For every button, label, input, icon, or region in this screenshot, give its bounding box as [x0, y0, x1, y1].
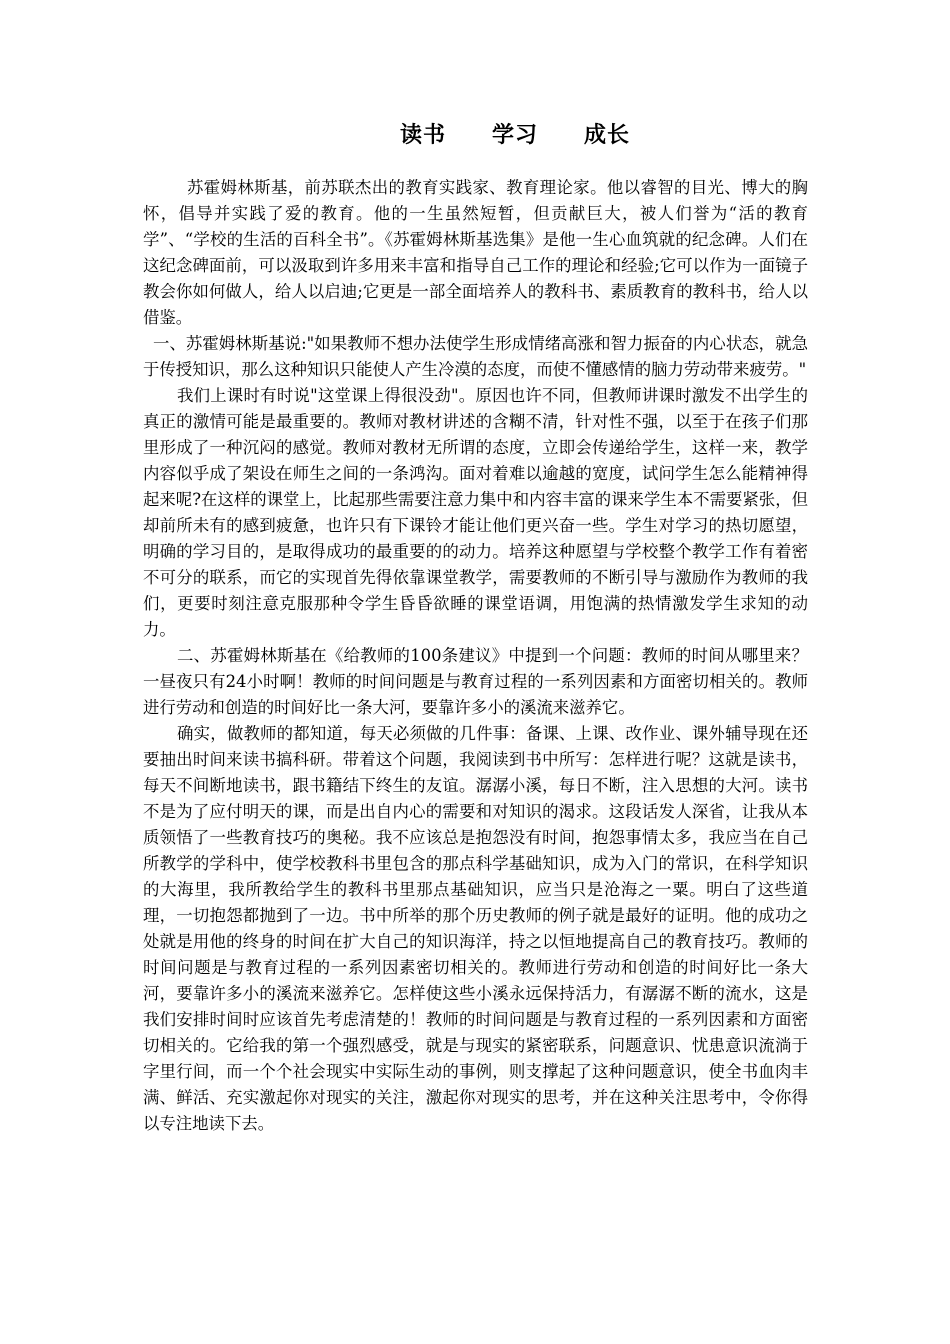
- article-body: [143, 175, 808, 1137]
- paragraph-class-energy: 我们上课时有时说"这堂课上得很没劲"。原因也许不同，但教师讲课时激发不出学生的真正的激情可能是最重要的。教师对教材讲述的含糊不清，针对性不强，以至于在孩子们那里形成了一种沉闷的感觉。教师对教材无所谓的态度，立即会传递给学生，这样一来，教学内容似乎成了架设在师生之间的一条鸿沟。面对着难以逾越的宽度，试问学生怎么能精神得起来呢?在这样的课堂上，比起那些需要注意力集中和内容丰富的课来学生本不需要紧张，但却前所未有的感到疲惫，也许只有下课铃才能让他们更兴奋一些。学生对学习的热切愿望，明确的学习目的，是取得成功的最重要的的动力。培养这种愿望与学校整个教学工作有着密不可分的联系，而它的实现首先得依靠课堂教学，需要教师的不断引导与激励作为教师的我们，更要时刻注意克服那种令学生昏昏欲睡的课堂语调，用饱满的热情激发学生求知的动力。: [143, 386, 808, 639]
- paragraph-point-two: 二、苏霍姆林斯基在《给教师的100条建议》中提到一个问题：教师的时间从哪里来？一昼夜只有24小时啊！教师的时间问题是与教育过程的一系列因素和方面密切相关的。教师进行劳动和创造的时间好比一条大河，要靠许多小的溪流来滋养它。: [143, 646, 808, 717]
- paragraph-point-one: 一、苏霍姆林斯基说:"如果教师不想办法使学生形成情绪高涨和智力振奋的内心状态，就急于传授知识，那么这种知识只能使人产生冷漠的态度，而使不懂感情的脑力劳动带来疲劳。": [143, 334, 808, 379]
- page-title: 读书 学习 成长: [399, 122, 630, 148]
- paragraph-reading-time: 确实，做教师的都知道，每天必须做的几件事：备课、上课、改作业、课外辅导现在还要抽出时间来读书搞科研。带着这个问题，我阅读到书中所写：怎样进行呢？这就是读书，每天不间断地读书，跟书籍结下终生的友谊。潺潺小溪，每日不断，注入思想的大河。读书不是为了应付明天的课，而是出自内心的需要和对知识的渴求。这段话发人深省，让我从本质领悟了一些教育技巧的奥秘。我不应该总是抱怨没有时间，抱怨事情太多，我应当在自己所教学的学科中，使学校教科书里包含的那点科学基础知识，成为入门的常识，在科学知识的大海里，我所教给学生的教科书里那点基础知识，应当只是沧海之一粟。明白了这些道理，一切抱怨都抛到了一边。书中所举的那个历史教师的例子就是最好的证明。他的成功之处就是用他的终身的时间在扩大自己的知识海洋，持之以恒地提高自己的教育技巧。教师的时间问题是与教育过程的一系列因素密切相关的。教师进行劳动和创造的时间好比一条大河，要靠许多小的溪流来滋养它。怎样使这些小溪永远保持活力，有潺潺不断的流水，这是我们安排时间时应该首先考虑清楚的！教师的时间问题是与教育过程的一系列因素和方面密切相关的。它给我的第一个强烈感受，就是与现实的紧密联系，问题意识、忧患意识流淌于字里行间，而一个个社会现实中实际生动的事例，则支撑起了这种问题意识，使全书血肉丰满、鲜活、充实激起你对现实的关注，激起你对现实的思考，并在这种关注思考中，令你得以专注地读下去。: [143, 724, 808, 1133]
- paragraph-intro: 苏霍姆林斯基，前苏联杰出的教育实践家、教育理论家。他以睿智的目光、博大的胸怀，倡导并实践了爱的教育。他的一生虽然短暂，但贡献巨大，被人们誉为“活的教育学”、“学校的生活的百科全书”。《苏霍姆林斯基选集》是他一生心血筑就的纪念碑。人们在这纪念碑面前，可以汲取到许多用来丰富和指导自己工作的理论和经验;它可以作为一面镜子教会你如何做人，给人以启迪;它更是一部全面培养人的教科书、素质教育的教科书，给人以借鉴。: [143, 178, 808, 327]
